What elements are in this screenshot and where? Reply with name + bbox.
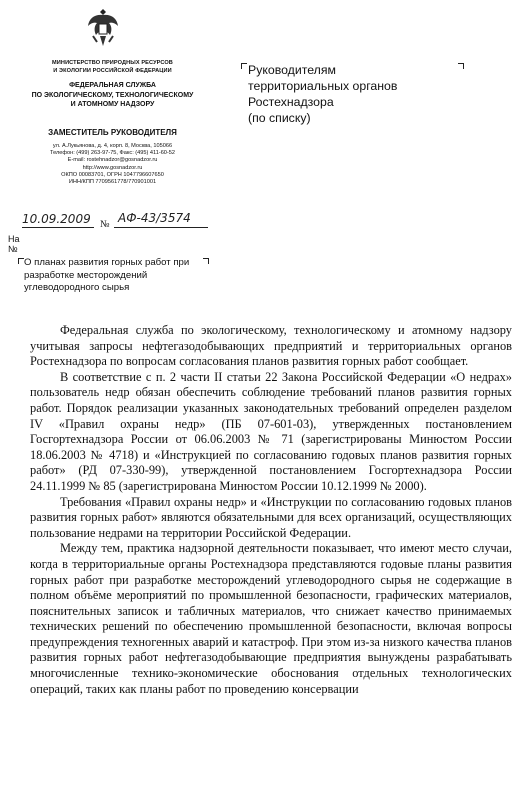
letter-body <box>30 323 512 697</box>
body-paragraph-1: Федеральная служба по экологическому, технологическому и атомному надзору учитывая запросы нефтегазодобывающих предприятий и территориальных органов Ростехнадзора по вопросам согласования планов развития горных работ сообщает. <box>30 323 512 369</box>
addressee-corner-left <box>241 63 247 69</box>
addressee: Руководителям территориальных органов Ростехнадзора (по списку) <box>248 63 398 125</box>
date-underline <box>22 227 94 228</box>
number-underline <box>114 227 208 228</box>
service-name: ФЕДЕРАЛЬНАЯ СЛУЖБА ПО ЭКОЛОГИЧЕСКОМУ, ТЕХНОЛОГИЧЕСКОМУ И АТОМНОМУ НАДЗОРУ <box>31 82 194 108</box>
reference-label: На № <box>8 234 20 254</box>
letter-subject: О планах развития горных работ при разработке месторождений углеводородного сырья <box>24 257 190 293</box>
ministry-name: МИНИСТЕРСТВО ПРИРОДНЫХ РЕСУРСОВ И ЭКОЛОГИИ РОССИЙСКОЙ ФЕДЕРАЦИИ <box>52 60 173 74</box>
body-paragraph-3: Требования «Правил охраны недр» и «Инструкции по согласованию годовых планов развития горных работ» являются обязательными для всех организаций, осуществляющих пользование недрами на территории Российской Федерации. <box>30 494 512 540</box>
body-paragraph-2: В соответствие с п. 2 части II статьи 22 Закона Российской Федерации «О недрах» пользователь недр обязан обеспечить соблюдение требований планов развития горных работ. Порядок реализации указанных законодательных требований определен разделом IV «Правил охраны недр» (ПБ 07-601-03), утвержденных постановлением Госгортехнадзора России от 06.06.2003 № 71 (зарегистрированы Минюстом России 18.06.2003 № 4718) и «Инструкцией по согласованию годовых планов развития горных работ» (РД 07-330-99), утвержденной постановлением Госгортехнадзора России 24.11.1999 № 85 (зарегистрирована Минюстом России 10.12.1999 № 2000). <box>30 369 512 493</box>
contact-details: ул. А.Лукьянова, д. 4, корп. 8, Москва, 105066 Телефон: (499) 263-97-75, Факс: (495) 411-60-52 E-mail: rostehnadzor@gosnadzor.ru http://www.gosnadzor.ru ОКПО 00083701, ОГРН 1047796607650 ИНН/КПП 7709561778/770901001 <box>49 143 175 186</box>
letter-number: АФ-43/3574 <box>118 211 191 225</box>
number-label: № <box>100 219 110 230</box>
coat-of-arms-icon <box>85 6 121 50</box>
letter-date: 10.09.2009 <box>22 212 91 226</box>
deputy-title: ЗАМЕСТИТЕЛЬ РУКОВОДИТЕЛЯ <box>48 128 177 137</box>
body-paragraph-4: Между тем, практика надзорной деятельности показывает, что имеют место случаи, когда в территориальные органы Ростехнадзора представляются годовые планы развития горных работ при разработке месторождений углеводородного сырья не содержащие в полном объёме мероприятий по промышленной безопасности, графических материалов, пояснительных записок и табличных материалов, что снижает качество принимаемых технических решений по обеспечению промышленной безопасности, включая вопросы предупреждения техногенных аварий и катастроф. При этом из-за низкого качества планов развития горных работ нефтегазодобывающие предприятия вынуждены разрабатывать многочисленные технико-экономические обоснования отдельных технологических операций, таких как планы работ по проведению консервации <box>30 541 512 696</box>
